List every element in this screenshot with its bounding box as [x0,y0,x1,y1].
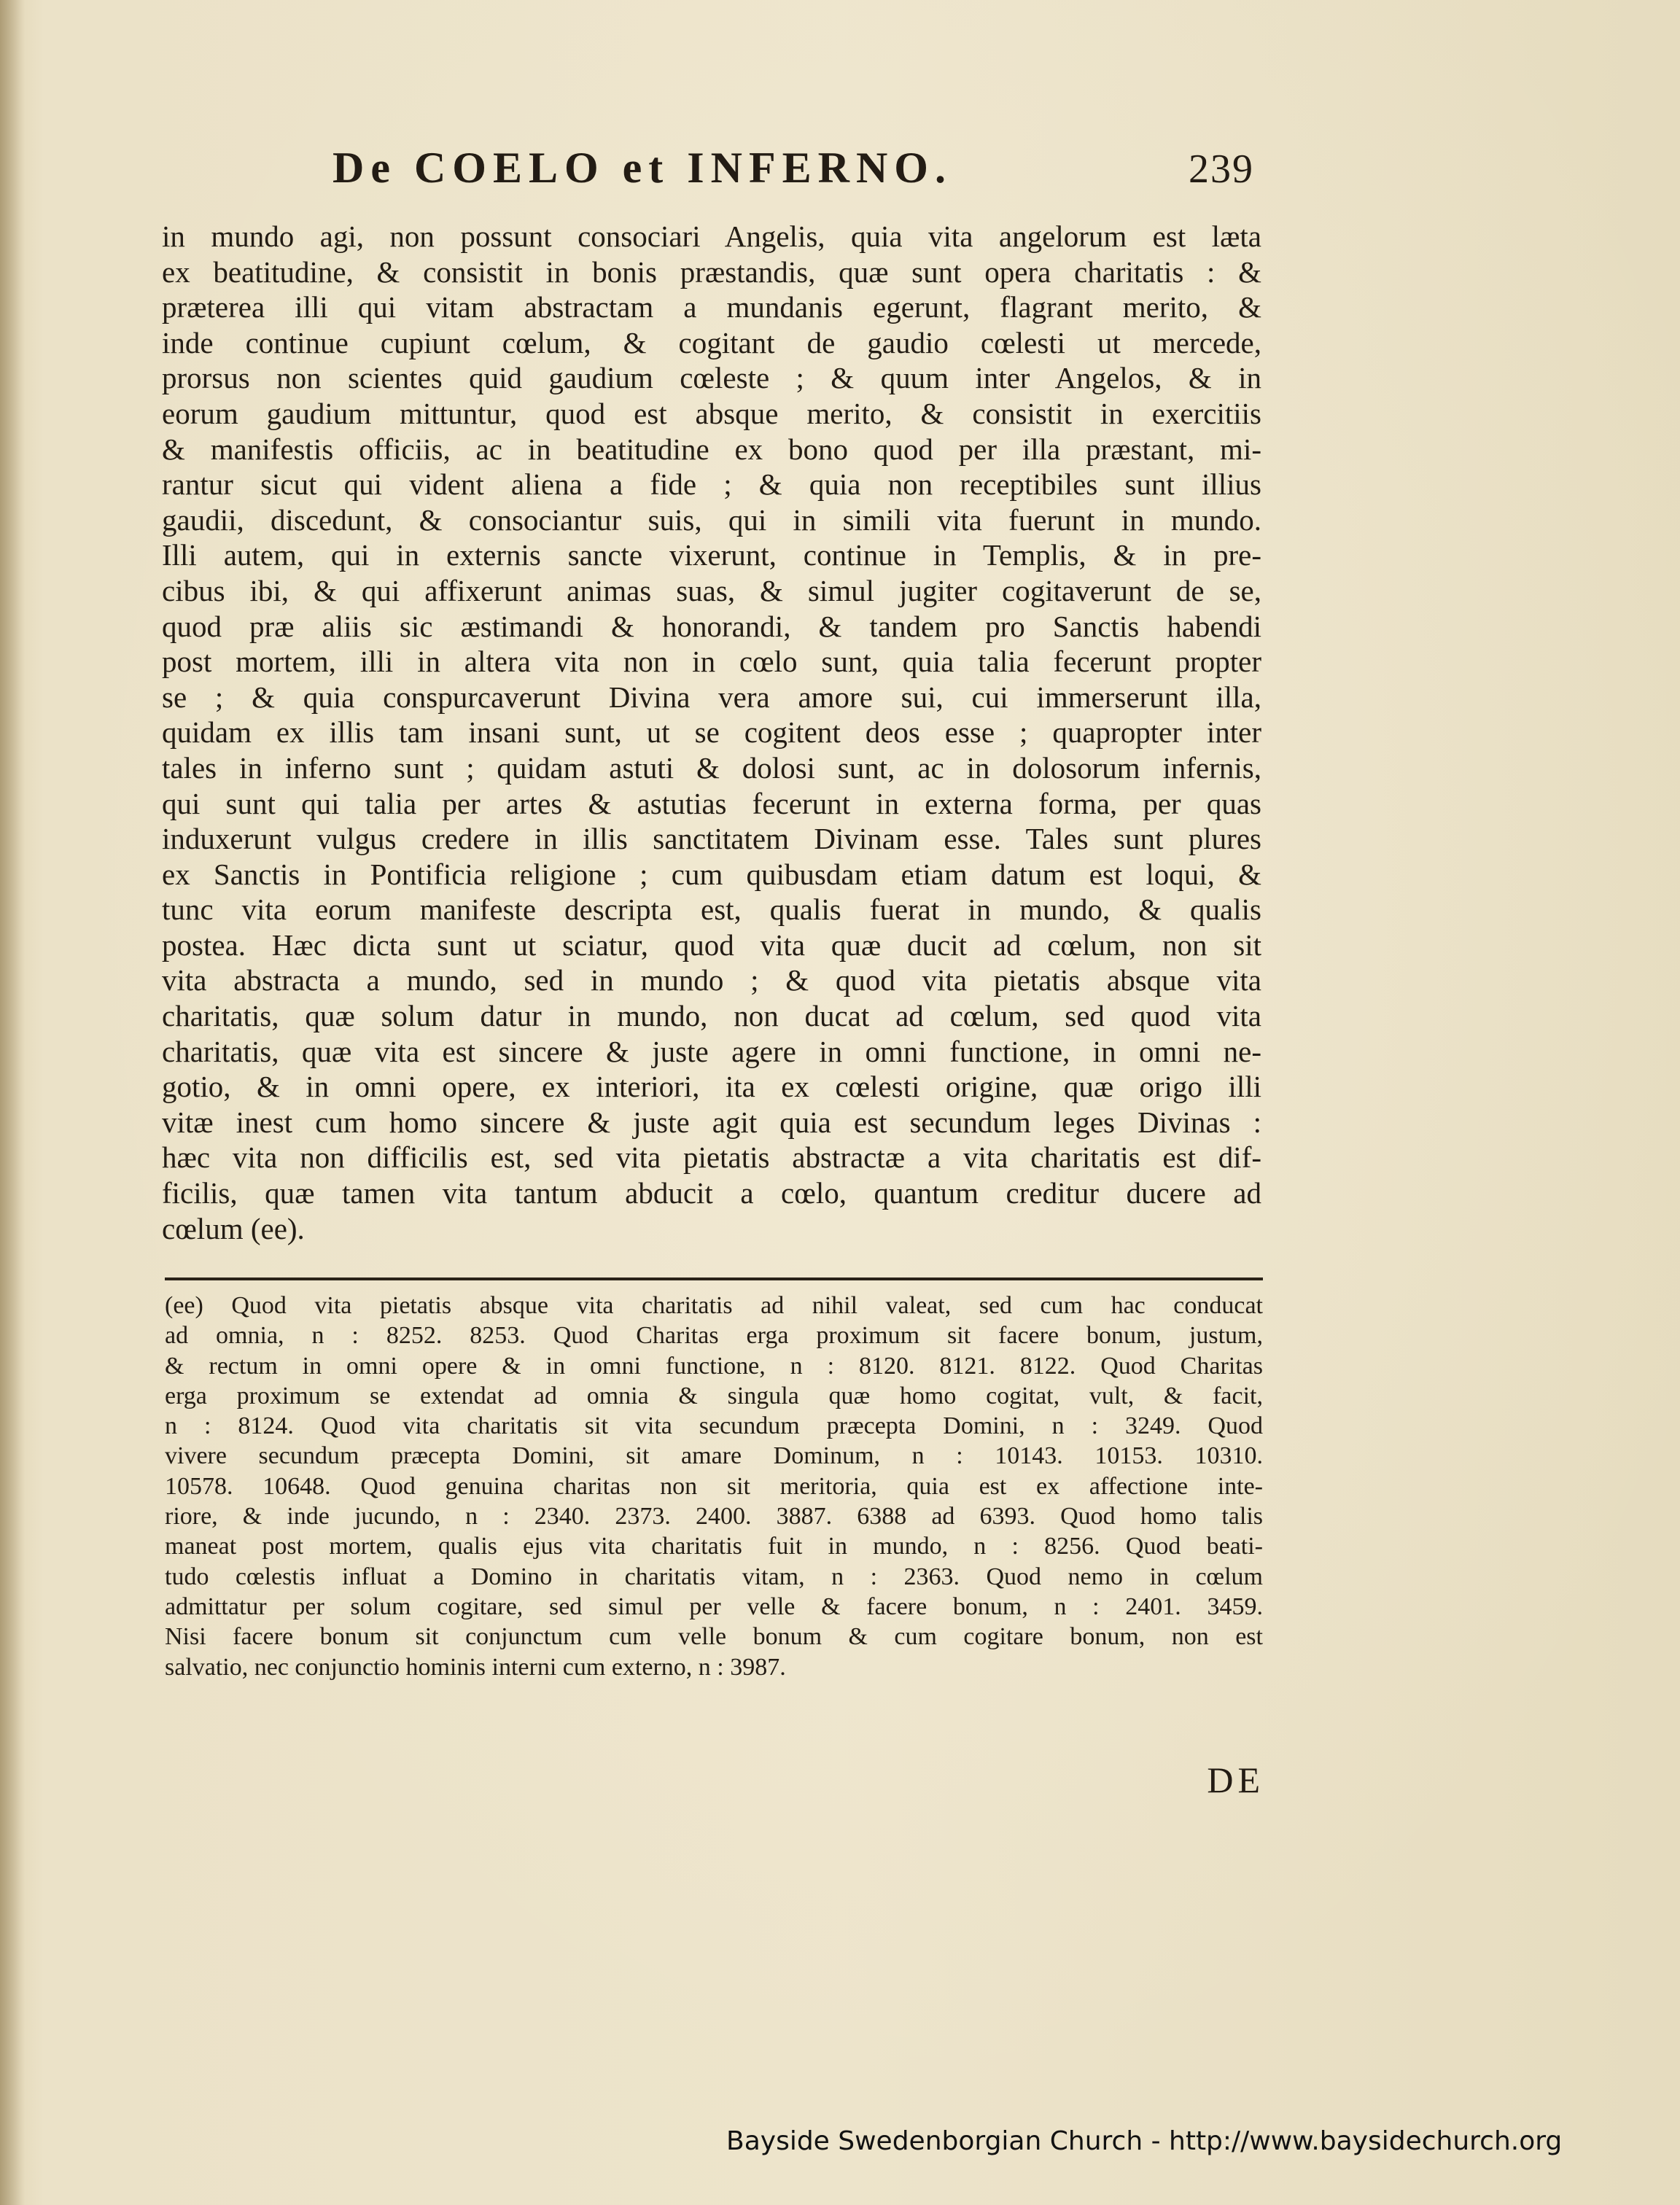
text-line: postea. Hæc dicta sunt ut sciatur, quod vita quæ ducit ad cœlum, non sit [162,928,1261,962]
text-line: induxerunt vulgus credere in illis sanctitatem Divinam esse. Tales sunt plures [162,822,1261,856]
text-line: rantur sicut qui vident aliena a fide ; & quia non receptibiles sunt illius [162,467,1261,502]
running-title: De COELO et INFERNO. [332,144,952,192]
footnote-rule [165,1278,1263,1280]
text-line: eorum gaudium mittuntur, quod est absque merito, & consistit in exercitiis [162,396,1261,430]
watermark: Bayside Swedenborgian Church - http://www.baysidechurch.org [726,2126,1563,2156]
text-line: vitæ inest cum homo sincere & juste agit quia est secundum leges Divinas : [162,1105,1261,1139]
text-line: se ; & quia conspurcaverunt Divina vera amore sui, cui immerserunt illa, [162,680,1261,714]
text-line: charitatis, quæ vita est sincere & juste agere in omni functione, in omni ne- [162,1034,1261,1068]
text-line: ficilis, quæ tamen vita tantum abducit a cœlo, quantum creditur ducere ad [162,1176,1261,1210]
text-line: in mundo agi, non possunt consociari Angelis, quia vita angelorum est læta [162,219,1261,253]
footnote-line: n : 8124. Quod vita charitatis sit vita secundum præcepta Domini, n : 3249. Quod [165,1412,1263,1440]
text-line: tales in inferno sunt ; quidam astuti & dolosi sunt, ac in dolosorum infernis, [162,750,1261,785]
footnote-line: admittatur per solum cogitare, sed simul per velle & facere bonum, n : 2401. 3459. [165,1592,1263,1620]
text-line: cœlum (ee). [162,1211,305,1245]
text-line: gotio, & in omni opere, ex interiori, ita ex cœlesti origine, quæ origo illi [162,1070,1261,1104]
footnote-line: (ee) Quod vita pietatis absque vita charitatis ad nihil valeat, sed cum hac conducat [165,1292,1263,1319]
text-line: tunc vita eorum manifeste descripta est, qualis fuerat in mundo, & qualis [162,892,1261,927]
footnote [165,1291,1263,1682]
main-text [162,219,1261,1246]
text-line: inde continue cupiunt cœlum, & cogitant de gaudio cœlesti ut mercede, [162,325,1261,359]
text-line: hæc vita non difficilis est, sed vita pietatis abstractæ a vita charitatis est dif- [162,1140,1261,1175]
page-header [332,143,1254,201]
text-line: ex beatitudine, & consistit in bonis præstandis, quæ sunt opera charitatis : & [162,254,1261,289]
footnote-line: erga proximum se extendat ad omnia & singula quæ homo cogitat, vult, & facit, [165,1382,1263,1409]
gutter-shadow [0,0,25,2205]
text-line: ex Sanctis in Pontificia religione ; cum quibusdam etiam datum est loqui, & [162,857,1261,891]
text-line: gaudii, discedunt, & consociantur suis, qui in simili vita fuerunt in mundo. [162,502,1261,537]
text-line: vita abstracta a mundo, sed in mundo ; & quod vita pietatis absque vita [162,963,1261,998]
text-line: charitatis, quæ solum datur in mundo, non ducat ad cœlum, sed quod vita [162,999,1261,1033]
footnote-line: riore, & inde jucundo, n : 2340. 2373. 2400. 3887. 6388 ad 6393. Quod homo talis [165,1503,1263,1531]
catchword: DE [1207,1759,1264,1800]
footnote-line: maneat post mortem, qualis ejus vita charitatis fuit in mundo, n : 8256. Quod beati- [165,1533,1263,1560]
text-line: qui sunt qui talia per artes & astutias fecerunt in externa forma, per quas [162,786,1261,820]
text-line: præterea illi qui vitam abstractam a mundanis egerunt, flagrant merito, & [162,290,1261,324]
footnote-line: 10578. 10648. Quod genuina charitas non sit meritoria, quia est ex affectione inte- [165,1472,1263,1500]
footnote-line: vivere secundum præcepta Domini, sit amare Dominum, n : 10143. 10153. 10310. [165,1442,1263,1470]
text-line: & manifestis officiis, ac in beatitudine ex bono quod per illa præstant, mi- [162,432,1261,466]
text-line: quidam ex illis tam insani sunt, ut se cogitent deos esse ; quapropter inter [162,715,1261,750]
page-number: 239 [1189,147,1254,192]
footnote-line: Nisi facere bonum sit conjunctum cum velle bonum & cum cogitare bonum, non est [165,1623,1263,1651]
text-line: Illi autem, qui in externis sancte vixerunt, continue in Templis, & in pre- [162,538,1261,572]
text-line: post mortem, illi in altera vita non in cœlo sunt, quia talia fecerunt propter [162,645,1261,679]
text-line: quod præ aliis sic æstimandi & honorandi, & tandem pro Sanctis habendi [162,609,1261,643]
footnote-line: & rectum in omni opere & in omni functione, n : 8120. 8121. 8122. Quod Charitas [165,1352,1263,1380]
text-line: cibus ibi, & qui affixerunt animas suas, & simul jugiter cogitaverunt de se, [162,573,1261,607]
footnote-line: ad omnia, n : 8252. 8253. Quod Charitas erga proximum sit facere bonum, justum, [165,1322,1263,1350]
text-line: prorsus non scientes quid gaudium cœleste ; & quum inter Angelos, & in [162,361,1261,395]
footnote-line: tudo cœlestis influat a Domino in charitatis vitam, n : 2363. Quod nemo in cœlum [165,1563,1263,1590]
footnote-line: salvatio, nec conjunctio hominis interni cum externo, n : 3987. [165,1653,786,1681]
